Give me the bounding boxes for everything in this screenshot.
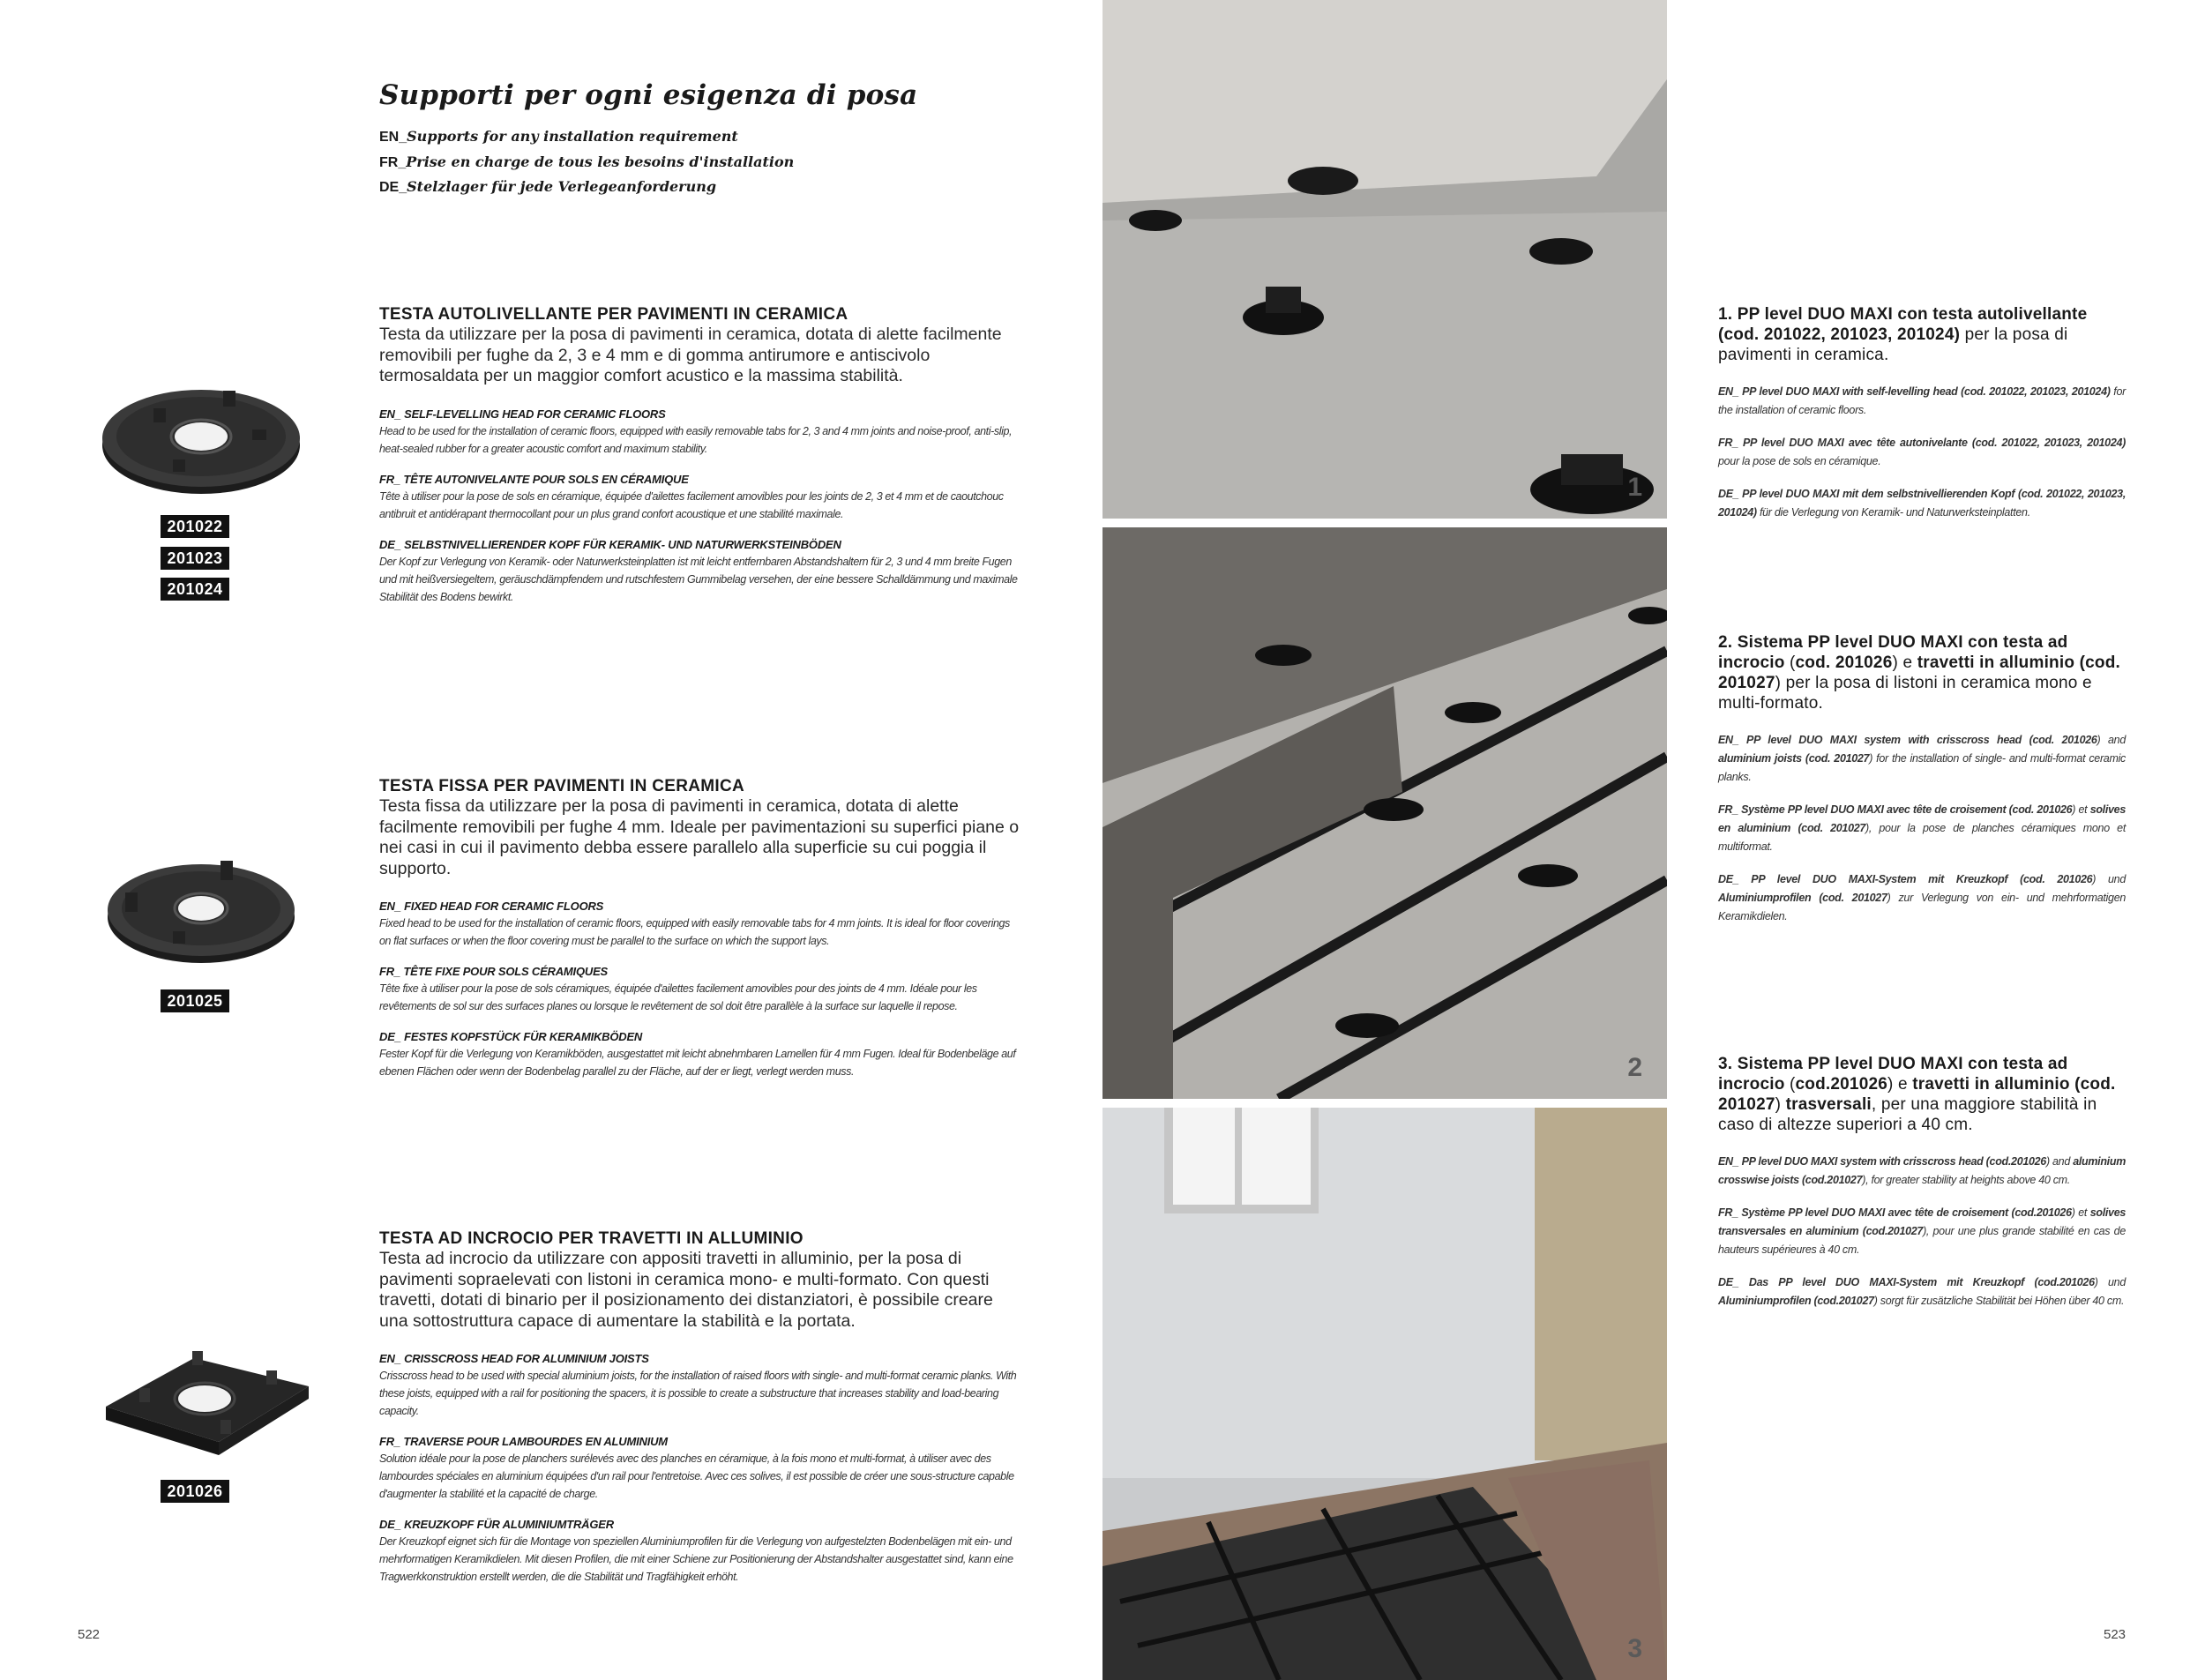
title-translation-en: EN_Supports for any installation requirement <box>379 128 738 145</box>
caption-de: DE_ Das PP level DUO MAXI-System mit Kreuzkopf (cod.201026) und Aluminiumprofilen (cod.201027) sorgt für zusätzliche Stabilität bei Höhen über 40 cm. <box>1718 1276 2126 1307</box>
self-levelling-head-image <box>95 375 307 498</box>
pool-deck-illustration <box>1102 1108 1667 1680</box>
crisscross-head-image <box>88 1332 318 1464</box>
product-en-title: EN_ FIXED HEAD FOR CERAMIC FLOORS <box>379 900 604 913</box>
raised-tiles-illustration <box>1102 0 1667 519</box>
product-fr-title: FR_ TÊTE FIXE POUR SOLS CÉRAMIQUES <box>379 965 609 978</box>
photo-number: 3 <box>1627 1634 1642 1663</box>
product-fr-text: Tête à utiliser pour la pose de sols en céramique, équipée d'ailettes facilement amovibles pour les joints de 2, 3 et 4 mm et de caoutchouc antibruit et antidérapant thermocollant pour un plus grand confort acoustique et une stabilité maximale. <box>379 489 1004 520</box>
product-intro: Testa da utilizzare per la posa di pavimenti in ceramica, dotata di alette facilmente removibili per fughe da 2, 3 e 4 mm e di gomma antirumore e antiscivolo termosaldata per un maggior comfort acustico e la massima stabilità. <box>379 325 1002 385</box>
photo-2 <box>1102 527 1667 1099</box>
title-translation-de: DE_Stelzlager für jede Verlegeanforderung <box>379 178 717 195</box>
caption-en: EN_ PP level DUO MAXI system with crisscross head (cod.201026) and aluminium crosswise joists (cod.201027), for greater stability at heights above 40 cm. <box>1718 1155 2127 1186</box>
product-de-title: DE_ SELBSTNIVELLIERENDER KOPF FÜR KERAMIK- UND NATURWERKSTEINBÖDEN <box>379 537 841 551</box>
product-en-title: EN_ SELF-LEVELLING HEAD FOR CERAMIC FLOORS <box>379 407 666 421</box>
product-code: 201023 <box>161 547 229 570</box>
caption-heading: 2. Sistema PP level DUO MAXI con testa ad incrocio (cod. 201026) e travetti in alluminio (cod. 201027) per la posa di listoni in ceramica mono e multi-formato. <box>1718 633 2121 713</box>
caption-fr: FR_ PP level DUO MAXI avec tête autonivelante (cod. 201022, 201023, 201024) pour la pose de sols en céramique. <box>1718 437 2126 467</box>
page-title: Supporti per ogni esigenza di posa <box>379 79 918 111</box>
product-block-crisscross <box>379 1228 1023 1600</box>
product-de-text: Fester Kopf für die Verlegung von Keramikböden, ausgestattet mit leicht abnehmbaren Lamellen für 4 mm Fugen. Ideal für Bodenbeläge auf ebenen Flächen oder wenn der Bodenbelag parallel zu der Fläche, auf der er liegt, verlegt werden muss. <box>379 1048 1016 1078</box>
product-en-text: Fixed head to be used for the installation of ceramic floors, equipped with easily removable tabs for 4 mm joints. It is ideal for floor coverings on flat surfaces or when the floor covering must be parallel to the surface on which the support lays. <box>379 917 1010 947</box>
crisscross-system-illustration <box>1102 527 1667 1099</box>
product-heading: TESTA AD INCROCIO PER TRAVETTI IN ALLUMINIO <box>379 1229 804 1248</box>
photo-number: 1 <box>1627 473 1642 502</box>
product-en-text: Head to be used for the installation of ceramic floors, equipped with easily removable tabs for 2, 3 and 4 mm joints and noise-proof, anti-slip, heat-sealed rubber for a greater acoustic comfort and maximum stability. <box>379 424 1013 455</box>
product-en-title: EN_ CRISSCROSS HEAD FOR ALUMINIUM JOISTS <box>379 1352 649 1365</box>
page-number-left: 522 <box>78 1627 101 1642</box>
product-de-title: DE_ FESTES KOPFSTÜCK FÜR KERAMIKBÖDEN <box>379 1030 643 1043</box>
caption-de: DE_ PP level DUO MAXI-System mit Kreuzkopf (cod. 201026) und Aluminiumprofilen (cod. 201027) zur Verlegung von ein- und mehrformatigen Keramikdielen. <box>1718 873 2126 922</box>
product-code: 201026 <box>161 1480 229 1503</box>
photo-number: 2 <box>1627 1053 1642 1082</box>
product-block-fixed-head <box>379 776 1023 1094</box>
caption-de: DE_ PP level DUO MAXI mit dem selbstnivellierenden Kopf (cod. 201022, 201023, 201024) für die Verlegung von Keramik- und Naturwerksteinplatten. <box>1718 488 2126 519</box>
product-fr-text: Solution idéale pour la pose de planchers surélevés avec des planches en céramique, à la fois mono et multi-format, à utiliser avec des lambourdes spéciales en aluminium équipées d'un rail pour l'entretoise. Avec ces solives, il est possible de créer une sous-structure capable d'augmenter la stabilité et la capacité de charge. <box>379 1452 1014 1500</box>
product-heading: TESTA FISSA PER PAVIMENTI IN CERAMICA <box>379 777 744 795</box>
photo-1 <box>1102 0 1667 519</box>
photo-3 <box>1102 1108 1667 1680</box>
caption-en: EN_ PP level DUO MAXI system with crisscross head (cod. 201026) and aluminium joists (cod. 201027) for the installation of single- and multi-format ceramic planks. <box>1718 734 2126 783</box>
product-block-self-levelling <box>379 304 1023 620</box>
caption-3 <box>1718 1054 2126 1325</box>
caption-fr: FR_ Système PP level DUO MAXI avec tête de croisement (cod. 201026) et solives en aluminium (cod. 201027), pour la pose de planches céramiques mono et multiformat. <box>1718 803 2126 853</box>
caption-fr: FR_ Système PP level DUO MAXI avec tête de croisement (cod.201026) et solives transversales en aluminium (cod.201027), pour une plus grande stabilité en cas de hauteurs supérieures à 40 cm. <box>1718 1206 2126 1256</box>
caption-en: EN_ PP level DUO MAXI with self-levelling head (cod. 201022, 201023, 201024) for the installation of ceramic floors. <box>1718 385 2126 416</box>
page-number-right: 523 <box>2104 1627 2127 1642</box>
caption-heading: 3. Sistema PP level DUO MAXI con testa ad incrocio (cod.201026) e travetti in alluminio (cod. 201027) trasversali, per una maggiore stabilità in caso di altezze superiori a 40 cm. <box>1718 1055 2116 1134</box>
product-code: 201022 <box>161 515 229 538</box>
product-intro: Testa ad incrocio da utilizzare con appositi travetti in alluminio, per la posa di pavimenti sopraelevati con listoni in ceramica mono- e multi-formato. Con questi travetti, dotati di binario per il posizionamento dei distanziatori, è possibile creare una sottostruttura capace di aumentare la stabilità e la portata. <box>379 1249 993 1331</box>
product-fr-title: FR_ TRAVERSE POUR LAMBOURDES EN ALUMINIUM <box>379 1435 668 1448</box>
product-fr-title: FR_ TÊTE AUTONIVELANTE POUR SOLS EN CÉRAMIQUE <box>379 472 689 486</box>
product-de-title: DE_ KREUZKOPF FÜR ALUMINIUMTRÄGER <box>379 1518 614 1531</box>
product-intro: Testa fissa da utilizzare per la posa di pavimenti in ceramica, dotata di alette facilmente removibili per fughe 4 mm. Ideale per pavimentazioni su superfici piane o nei casi in cui il pavimento debba essere parallelo alla superficie su cui poggia il supporto. <box>379 796 1020 878</box>
product-code: 201024 <box>161 578 229 601</box>
product-fr-text: Tête fixe à utiliser pour la pose de sols céramiques, équipée d'ailettes facilement amovibles pour des joints de 4 mm. Idéale pour les revêtements de sol sur des surfaces planes ou lorsque le revêtement de sol doit être parallèle à la surface sur laquelle il repose. <box>379 982 977 1012</box>
caption-heading: 1. PP level DUO MAXI con testa autolivellante (cod. 201022, 201023, 201024) per la posa di pavimenti in ceramica. <box>1718 305 2088 364</box>
product-de-text: Der Kreuzkopf eignet sich für die Montage von speziellen Aluminiumprofilen für die Verlegung von aufgestelzten Bodenbelägen mit ein- und mehrformatigen Keramikdielen. Mit diesen Profilen, die mit einer Schiene zur Positionierung der Abstandshalter ausgestattet sind, kann eine Tragwerkkonstruktion erstellt werden, die die Stabilität und Tragfähigkeit erhöht. <box>379 1535 1013 1583</box>
title-translation-fr: FR_Prise en charge de tous les besoins d'installation <box>379 153 795 170</box>
fixed-head-image <box>95 845 307 968</box>
caption-2 <box>1718 632 2126 940</box>
product-en-text: Crisscross head to be used with special aluminium joists, for the installation of raised floors with single- and multi-format ceramic planks. With these joists, equipped with a rail for positioning the spacers, it is possible to create a substructure that increases stability and load-bearing capacity. <box>379 1370 1017 1417</box>
product-code: 201025 <box>161 989 229 1012</box>
product-de-text: Der Kopf zur Verlegung von Keramik- oder Naturwerksteinplatten ist mit leicht entfernbaren Abstandshaltern für 2, 3 und 4 mm breite Fugen und mit heißversiegeltem, geräuschdämpfendem und rutschfestem Gummibelag versehen, der eine bessere Schalldämmung und maximale Stabilität des Bodens bewirkt. <box>379 555 1018 603</box>
caption-1 <box>1718 304 2126 536</box>
product-heading: TESTA AUTOLIVELLANTE PER PAVIMENTI IN CERAMICA <box>379 305 848 324</box>
